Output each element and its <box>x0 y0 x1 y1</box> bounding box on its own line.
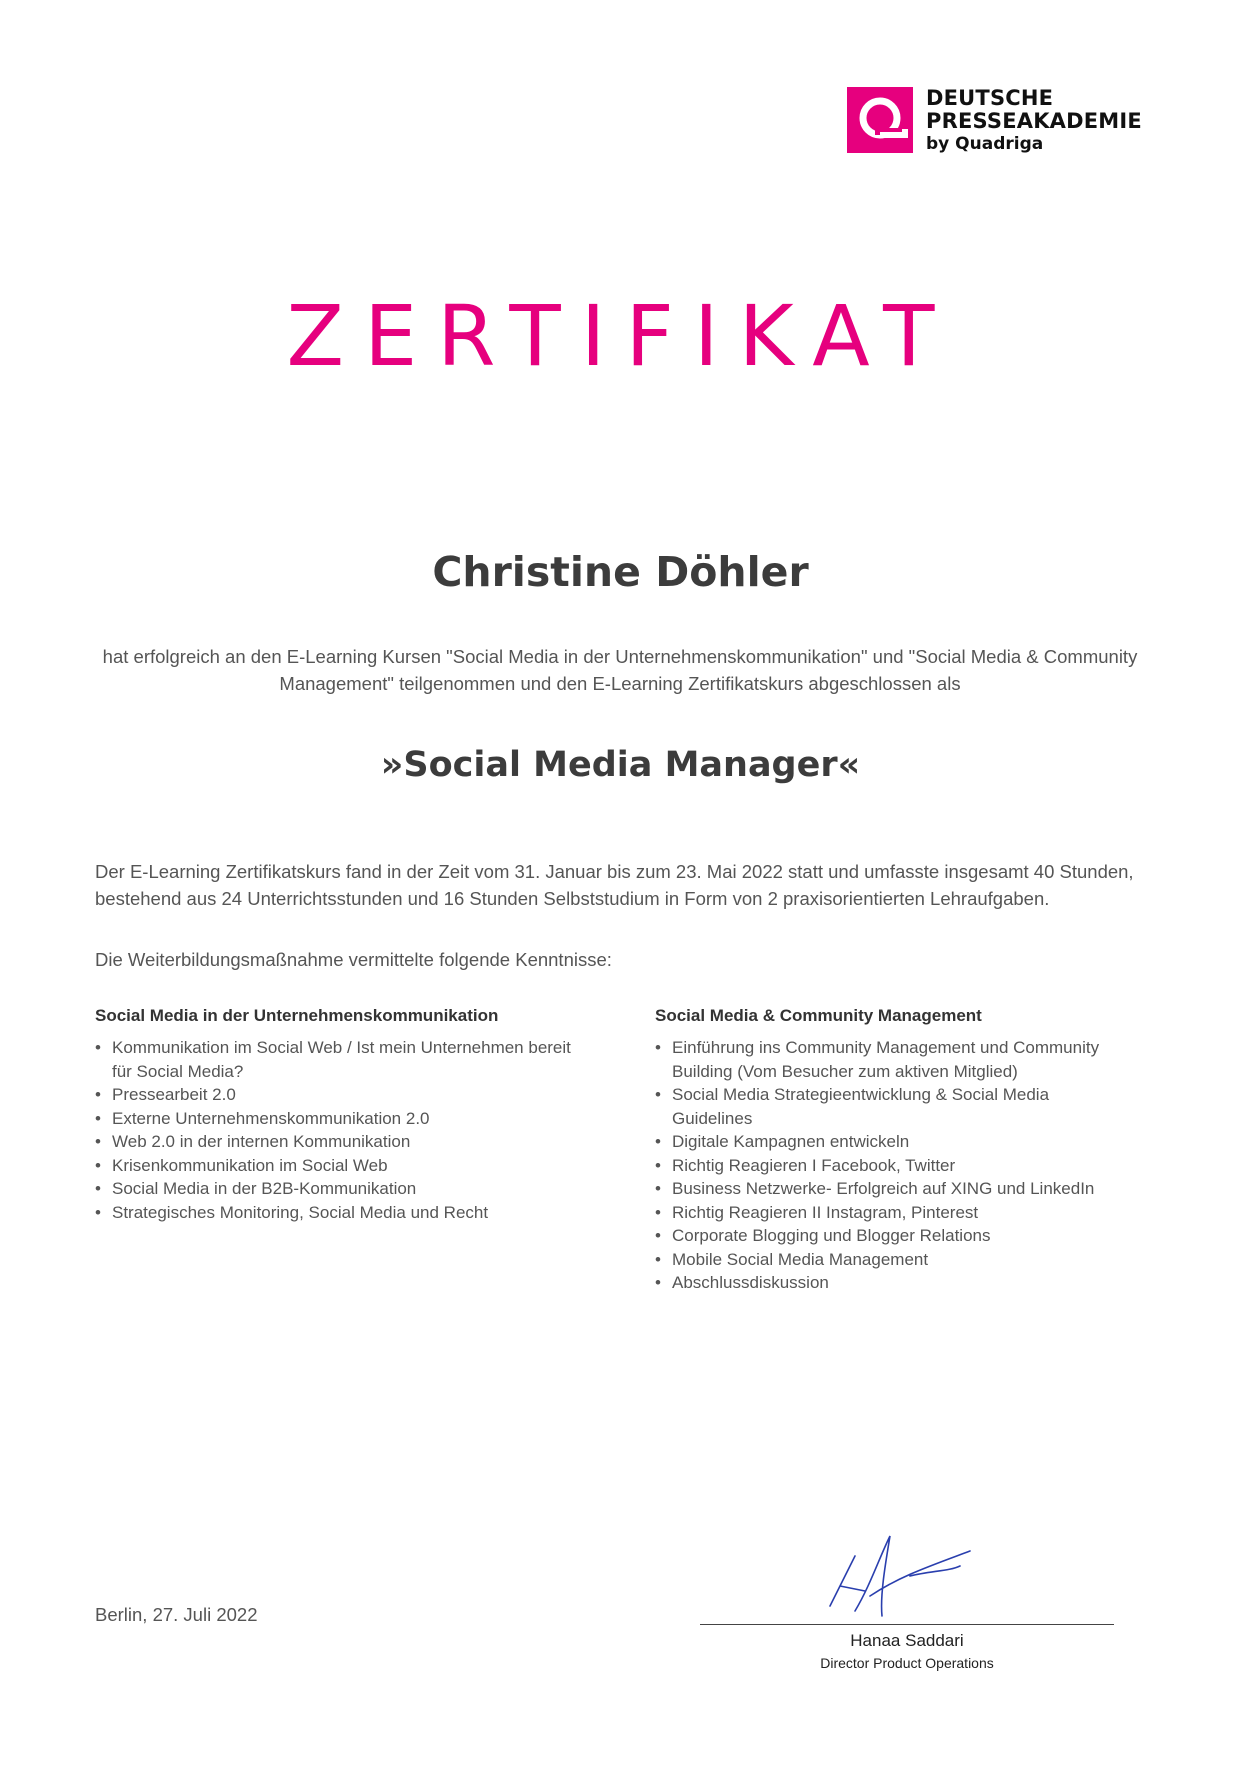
list-item: • Richtig Reagieren II Instagram, Pinterest <box>655 1201 1115 1225</box>
recipient-name: Christine Döhler <box>432 548 809 596</box>
list-item: • Krisenkommunikation im Social Web <box>95 1154 575 1178</box>
list-item: • Web 2.0 in der internen Kommunikation <box>95 1130 575 1154</box>
list-item: • Kommunikation im Social Web / Ist mein Unternehmen bereit für Social Media? <box>95 1036 575 1083</box>
list-item: • Mobile Social Media Management <box>655 1248 1115 1272</box>
list-item: • Social Media in der B2B-Kommunikation <box>95 1177 575 1201</box>
quadriga-q-logo-icon <box>847 87 913 153</box>
left-column-heading: Social Media in der Unternehmenskommunikation <box>95 1006 499 1025</box>
left-topic-list <box>95 1036 575 1224</box>
list-item: • Abschlussdiskussion <box>655 1271 1115 1295</box>
signature-line <box>700 1624 1114 1625</box>
place-date: Berlin, 27. Juli 2022 <box>95 1604 258 1625</box>
list-item: • Digitale Kampagnen entwickeln <box>655 1130 1115 1154</box>
intro-text: hat erfolgreich an den E-Learning Kursen "Social Media in der Unternehmenskommunikation" und "Social Media & Community Management" teilgenommen und den E-Learning Zertifikatskurs abgeschlossen als <box>102 646 1138 694</box>
signer-name: Hanaa Saddari <box>850 1631 964 1650</box>
logo-text <box>926 87 1142 155</box>
logo <box>847 87 1157 153</box>
logo-line-presseakademie: PRESSEAKADEMIE <box>926 109 1142 133</box>
course-title: »Social Media Manager« <box>380 745 861 785</box>
signer-role: Director Product Operations <box>820 1655 994 1671</box>
logo-line-deutsche: DEUTSCHE <box>926 86 1054 110</box>
list-item: • Corporate Blogging und Blogger Relations <box>655 1224 1115 1248</box>
list-item: • Social Media Strategieentwicklung & Social Media Guidelines <box>655 1083 1115 1130</box>
signature-image <box>810 1526 980 1626</box>
list-item: • Strategisches Monitoring, Social Media und Recht <box>95 1201 575 1225</box>
logo-line-by-quadriga: by Quadriga <box>926 134 1044 154</box>
course-description: Der E-Learning Zertifikatskurs fand in der Zeit vom 31. Januar bis zum 23. Mai 2022 statt und umfasste insgesamt 40 Stunden, bestehend aus 24 Unterrichtsstunden und 16 Stunden Selbststudium in Form von 2 praxisorientierten Lehraufgaben. <box>95 861 1134 909</box>
list-item: • Einführung ins Community Management und Community Building (Vom Besucher zum aktiven Mitglied) <box>655 1036 1115 1083</box>
certificate-title: ZERTIFIKAT <box>286 287 955 385</box>
left-topic-column <box>95 1006 575 1224</box>
right-topic-column <box>655 1006 1115 1295</box>
list-item: • Richtig Reagieren I Facebook, Twitter <box>655 1154 1115 1178</box>
right-column-heading: Social Media & Community Management <box>655 1006 982 1025</box>
list-item: • Business Netzwerke- Erfolgreich auf XING und LinkedIn <box>655 1177 1115 1201</box>
list-item: • Externe Unternehmenskommunikation 2.0 <box>95 1107 575 1131</box>
right-topic-list <box>655 1036 1115 1295</box>
knowledge-intro: Die Weiterbildungsmaßnahme vermittelte folgende Kenntnisse: <box>95 949 612 970</box>
list-item: • Pressearbeit 2.0 <box>95 1083 575 1107</box>
